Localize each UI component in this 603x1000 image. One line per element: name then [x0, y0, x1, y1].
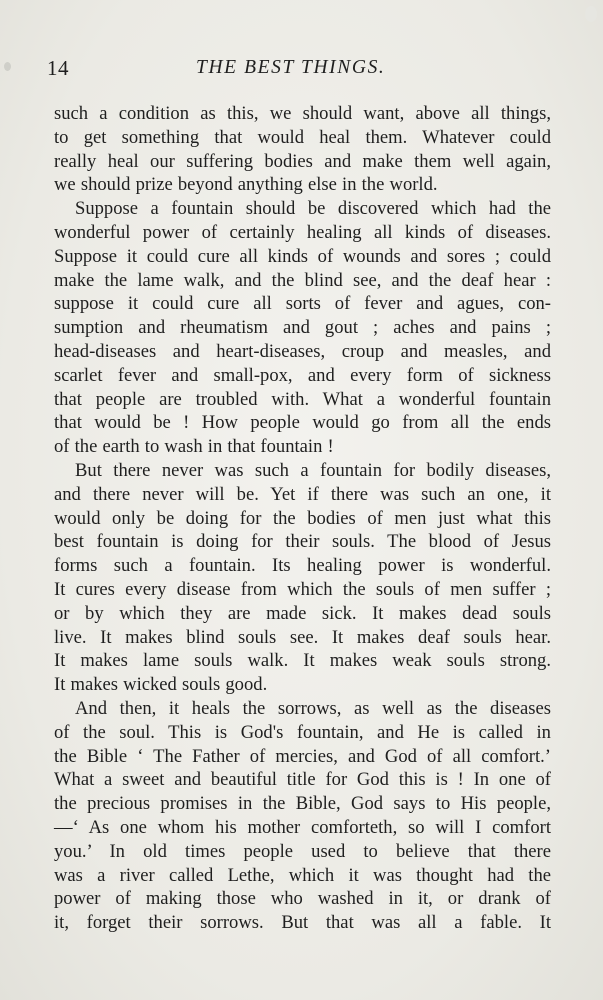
text-segment: so will I comfort	[397, 816, 551, 838]
text-segment: Suppose it could cure all kinds of wounds and sores ; could	[54, 245, 551, 267]
body-text	[54, 102, 551, 935]
page-header	[0, 52, 603, 86]
text-segment: suppose it could cure all sorts of fever and agues, con-	[54, 293, 551, 315]
text-segment: is doing for their souls. The blood of Jesus	[158, 531, 551, 553]
text-line	[54, 602, 551, 626]
text-segment: of the soul. This is	[54, 721, 241, 743]
text-line	[54, 507, 551, 531]
text-segment: wonderful power of certainly healing all kinds of diseases.	[54, 221, 551, 243]
text-segment: It makes lame souls walk. It makes weak souls strong.	[54, 650, 551, 672]
italic-text: best fountain	[54, 531, 159, 553]
corner-paper-mark	[585, 6, 597, 22]
italic-text: The Father of mercies, and God of all comfort.	[153, 745, 545, 767]
italic-text: God's	[240, 721, 284, 743]
text-line	[54, 554, 551, 578]
text-line	[54, 864, 551, 888]
text-line	[54, 197, 551, 221]
text-line	[54, 840, 551, 864]
text-segment: —‘ As one whom	[54, 816, 216, 838]
text-segment: sumption and rheumatism and gout ; aches and pains ;	[54, 317, 551, 339]
text-segment: live. It makes blind souls see. It makes deaf souls hear.	[54, 626, 551, 648]
text-line	[54, 649, 551, 673]
text-line	[54, 245, 551, 269]
text-line	[54, 911, 551, 935]
text-line	[54, 102, 551, 126]
page-number: 14	[47, 56, 69, 80]
text-line	[54, 530, 551, 554]
text-line	[54, 316, 551, 340]
text-segment: the precious promises in the Bible, God says to His people,	[54, 793, 551, 815]
text-line	[54, 459, 551, 483]
text-segment: ’	[544, 745, 551, 767]
text-segment: we should prize beyond anything else in the world.	[54, 174, 438, 196]
text-line	[54, 483, 551, 507]
text-segment: such a condition as this, we should want, above all things,	[54, 103, 551, 124]
text-line	[54, 768, 551, 792]
text-segment: forms such a fountain. Its healing power is wonderful.	[54, 555, 551, 577]
text-line	[54, 126, 551, 150]
text-line	[54, 626, 551, 650]
text-segment: It makes wicked souls good.	[54, 674, 268, 696]
text-line	[54, 150, 551, 174]
text-segment: would only be doing for the bodies of men just what this	[54, 507, 551, 529]
text-line	[54, 435, 551, 459]
text-line	[54, 745, 551, 769]
text-segment: as well as the diseases	[341, 697, 551, 719]
text-line	[54, 388, 551, 412]
text-line	[54, 364, 551, 388]
text-line	[54, 721, 551, 745]
text-segment: that would be ! How people would go from all the ends	[54, 412, 551, 434]
text-segment: that people are troubled with. What a wonderful fountain	[54, 388, 551, 410]
text-segment: It cures every disease from which the souls of men suffer ;	[54, 578, 551, 600]
text-line	[54, 887, 551, 911]
text-line	[54, 221, 551, 245]
text-segment: head-diseases and heart-diseases, croup and measles, and	[54, 340, 551, 362]
text-line	[54, 173, 551, 197]
text-segment: scarlet fever and small-pox, and every form of sickness	[54, 364, 551, 386]
text-segment: you.’ In old times people used to believe that there	[54, 840, 551, 862]
text-segment: it, forget their sorrows. But that was all a fable. It	[54, 912, 551, 934]
text-line	[54, 816, 551, 840]
text-segment: Suppose a fountain should be discovered which had the	[75, 198, 551, 220]
text-line	[54, 792, 551, 816]
italic-text: his mother comforteth,	[215, 816, 398, 838]
text-segment: of the earth to wash in that fountain !	[54, 436, 334, 458]
text-segment: really heal our suffering bodies and make them well again,	[54, 150, 551, 172]
text-segment: But there never was such a fountain for bodily diseases,	[75, 459, 551, 481]
text-segment: make the lame walk, and the blind see, and the deaf hear :	[54, 269, 551, 291]
text-line	[54, 673, 551, 697]
text-line	[54, 697, 551, 721]
text-line	[54, 269, 551, 293]
running-title: THE BEST THINGS.	[196, 57, 386, 78]
text-line	[54, 411, 551, 435]
text-line	[54, 340, 551, 364]
text-segment: fountain, and He is called in	[283, 721, 551, 743]
text-line	[54, 292, 551, 316]
text-segment: the Bible ‘	[54, 745, 154, 767]
text-segment: or by which they are made sick. It makes dead souls	[54, 602, 551, 624]
italic-text: sorrows,	[277, 697, 342, 719]
text-segment: was a river called Lethe, which it was thought had the	[54, 864, 551, 886]
text-segment: And then, it heals the	[75, 697, 278, 719]
text-segment: and there never will be. Yet if there was such an one, it	[54, 483, 551, 505]
text-segment: power of making those who washed in it, or drank of	[54, 888, 551, 910]
text-segment: to get something that would heal them. Whatever could	[54, 126, 551, 148]
text-segment: What a sweet and beautiful title for God this is ! In one of	[54, 769, 551, 791]
text-line	[54, 578, 551, 602]
